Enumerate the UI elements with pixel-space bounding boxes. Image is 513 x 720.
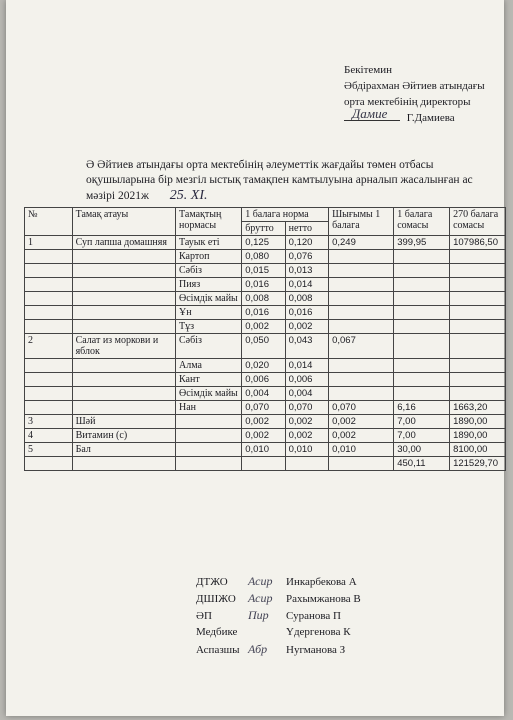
cell-net: 0,002 [285,429,328,443]
cell-item [176,415,242,429]
handwritten-date: 25. XI. [169,188,208,203]
cell-cost1 [394,306,450,320]
signature-row [196,607,496,624]
approval-director-line: орта мектебінің директоры [344,96,471,108]
table-row [25,443,506,457]
table-row [25,264,506,278]
signature-name: Суранова П [286,610,341,622]
cell-cons [329,264,394,278]
cell-no [25,292,73,306]
cell-item: Кант [176,373,242,387]
cell-cons [329,306,394,320]
cell-cost270 [450,278,506,292]
cell-cost270 [450,292,506,306]
cell-dish [72,320,175,334]
table-row [25,292,506,306]
cell-gross: 0,002 [242,429,285,443]
cell-cost1 [394,292,450,306]
title-line-3 [86,188,496,204]
document-title [86,158,496,204]
cell-cost1: 450,11 [394,457,450,471]
cell-cons [329,373,394,387]
cell-dish [72,359,175,373]
table-row [25,306,506,320]
cell-cost1: 399,95 [394,236,450,250]
cell-gross: 0,010 [242,443,285,457]
cell-cost270 [450,373,506,387]
cell-dish [72,401,175,415]
cell-dish [72,387,175,401]
cell-cost1 [394,264,450,278]
cell-item: Картоп [176,250,242,264]
signature-name: Нугманова З [286,644,346,656]
cell-item: Сәбіз [176,264,242,278]
cell-gross: 0,008 [242,292,285,306]
signature-name: Инкарбекова А [286,576,357,588]
cell-cost270 [450,306,506,320]
cell-no [25,457,73,471]
cell-dish: Суп лапша домашняя [72,236,175,250]
cell-net: 0,014 [285,359,328,373]
cell-cons [329,278,394,292]
signature-role: Медбике [196,626,238,638]
cell-dish [72,250,175,264]
cell-gross: 0,050 [242,334,285,359]
approval-school-line: Әбдірахман Әйтиев атындағы [344,80,485,92]
cell-no [25,320,73,334]
table-row [25,334,506,359]
cell-dish [72,264,175,278]
header-gross: брутто [242,222,285,236]
cell-cost1 [394,387,450,401]
cell-gross: 0,002 [242,415,285,429]
table-row [25,373,506,387]
cell-item: Өсімдік майы [176,387,242,401]
cell-cons: 0,010 [329,443,394,457]
table-row [25,320,506,334]
cell-cost1 [394,250,450,264]
cell-cons [329,387,394,401]
signature-row [196,641,496,658]
cell-cons [329,359,394,373]
cell-item [176,443,242,457]
cell-item [176,429,242,443]
header-consumption: Шығымы 1 балага [329,208,394,236]
header-dish: Тамақ атауы [72,208,175,236]
cell-no [25,359,73,373]
table-row [25,236,506,250]
cell-gross: 0,016 [242,306,285,320]
cell-dish: Бал [72,443,175,457]
signature-role: Аспазшы [196,644,240,656]
cell-gross: 0,020 [242,359,285,373]
cell-gross: 0,006 [242,373,285,387]
cell-dish [72,292,175,306]
cell-cons [329,320,394,334]
title-line-2: оқушыларына бір мезгіл ыстық тамақпен камтылуына арналып жасалынған ас [86,174,473,186]
cell-cons [329,292,394,306]
cell-net: 0,043 [285,334,328,359]
table-row [25,401,506,415]
cell-no: 5 [25,443,73,457]
signature-role: ДШІЖО [196,593,236,605]
header-no: № [25,208,73,236]
cell-net: 0,006 [285,373,328,387]
cell-cons: 0,002 [329,429,394,443]
table-row [25,250,506,264]
cell-gross: 0,015 [242,264,285,278]
table-row [25,415,506,429]
cell-dish: Салат из моркови и яблок [72,334,175,359]
cell-item [176,457,242,471]
approval-signature-line [344,106,504,126]
cell-cost270: 1663,20 [450,401,506,415]
cell-cost270 [450,320,506,334]
approval-heading: Бекітемин [344,64,393,76]
cell-item: Ұн [176,306,242,320]
signature-name: Үдергенова К [286,626,351,638]
director-signature: Дамие [352,106,388,121]
cell-cost1: 7,00 [394,415,450,429]
cell-no [25,264,73,278]
table-row [25,429,506,443]
cell-cost1 [394,278,450,292]
cell-item: Тауык еті [176,236,242,250]
title-year: мәзірі 2021ж [86,190,149,202]
cell-net: 0,120 [285,236,328,250]
cell-dish [72,457,175,471]
cell-no [25,306,73,320]
cell-item: Сәбіз [176,334,242,359]
cell-net: 0,010 [285,443,328,457]
cell-cost270 [450,334,506,359]
cell-gross: 0,016 [242,278,285,292]
cell-gross: 0,080 [242,250,285,264]
cell-cost1 [394,320,450,334]
cell-cost1 [394,334,450,359]
handwritten-signature: Абр [248,642,268,656]
handwritten-signature: Асир [248,574,273,588]
cell-cost270: 107986,50 [450,236,506,250]
cell-net: 0,016 [285,306,328,320]
cell-dish [72,373,175,387]
cell-no [25,401,73,415]
menu-table [24,207,506,471]
handwritten-signature: Пир [248,608,269,622]
cell-cons: 0,067 [329,334,394,359]
table-row [25,278,506,292]
cell-gross: 0,004 [242,387,285,401]
header-child-norm: 1 балага норма [242,208,329,222]
cell-cons [329,250,394,264]
cell-cost1: 6,16 [394,401,450,415]
cell-cost1 [394,373,450,387]
signature-row [196,590,496,607]
cell-net [285,457,328,471]
cell-no [25,387,73,401]
cell-gross: 0,070 [242,401,285,415]
cell-cost270: 8100,00 [450,443,506,457]
cell-gross: 0,002 [242,320,285,334]
handwritten-signature: Асир [248,591,273,605]
signature-row [196,624,496,641]
cell-cons: 0,249 [329,236,394,250]
cell-no [25,250,73,264]
signatures-block [196,573,496,658]
cell-item: Алма [176,359,242,373]
cell-cost270 [450,359,506,373]
cell-no [25,373,73,387]
table-row [25,387,506,401]
cell-cost270: 121529,70 [450,457,506,471]
cell-net: 0,013 [285,264,328,278]
cell-no: 1 [25,236,73,250]
cell-no [25,278,73,292]
table-row [25,457,506,471]
signature-role: ДТЖО [196,576,228,588]
cell-net: 0,004 [285,387,328,401]
cell-cons: 0,002 [329,415,394,429]
cell-cost270 [450,387,506,401]
cell-item: Өсімдік майы [176,292,242,306]
cell-net: 0,008 [285,292,328,306]
cell-gross [242,457,285,471]
cell-net: 0,076 [285,250,328,264]
table-row [25,359,506,373]
header-net: нетто [285,222,328,236]
header-cost-one: 1 балага сомасы [394,208,450,236]
header-cost-270: 270 балага сомасы [450,208,506,236]
approval-block [344,62,504,126]
header-norm: Тамақтың нормасы [176,208,242,236]
cell-item: Тұз [176,320,242,334]
signature-row [196,573,496,590]
director-name: Г.Дамиева [406,112,455,124]
cell-item: Нан [176,401,242,415]
cell-net: 0,002 [285,320,328,334]
cell-cost270: 1890,00 [450,415,506,429]
document-page [6,0,504,716]
signature-role: ӘП [196,610,212,622]
cell-dish: Витамин (с) [72,429,175,443]
table-header-row [25,208,506,222]
title-line-1: Ә Әйтиев атындағы орта мектебінің әлеуметтік жағдайы төмен отбасы [86,159,434,171]
cell-cost1: 30,00 [394,443,450,457]
cell-no: 4 [25,429,73,443]
cell-net: 0,014 [285,278,328,292]
cell-cost1 [394,359,450,373]
cell-cons: 0,070 [329,401,394,415]
cell-dish [72,306,175,320]
cell-no: 2 [25,334,73,359]
cell-net: 0,002 [285,415,328,429]
signature-name: Рахымжанова В [286,593,361,605]
cell-no: 3 [25,415,73,429]
cell-cost1: 7,00 [394,429,450,443]
cell-dish: Шәй [72,415,175,429]
cell-item: Пияз [176,278,242,292]
cell-cost270: 1890,00 [450,429,506,443]
cell-cons [329,457,394,471]
cell-net: 0,070 [285,401,328,415]
cell-dish [72,278,175,292]
cell-cost270 [450,264,506,278]
cell-cost270 [450,250,506,264]
cell-gross: 0,125 [242,236,285,250]
